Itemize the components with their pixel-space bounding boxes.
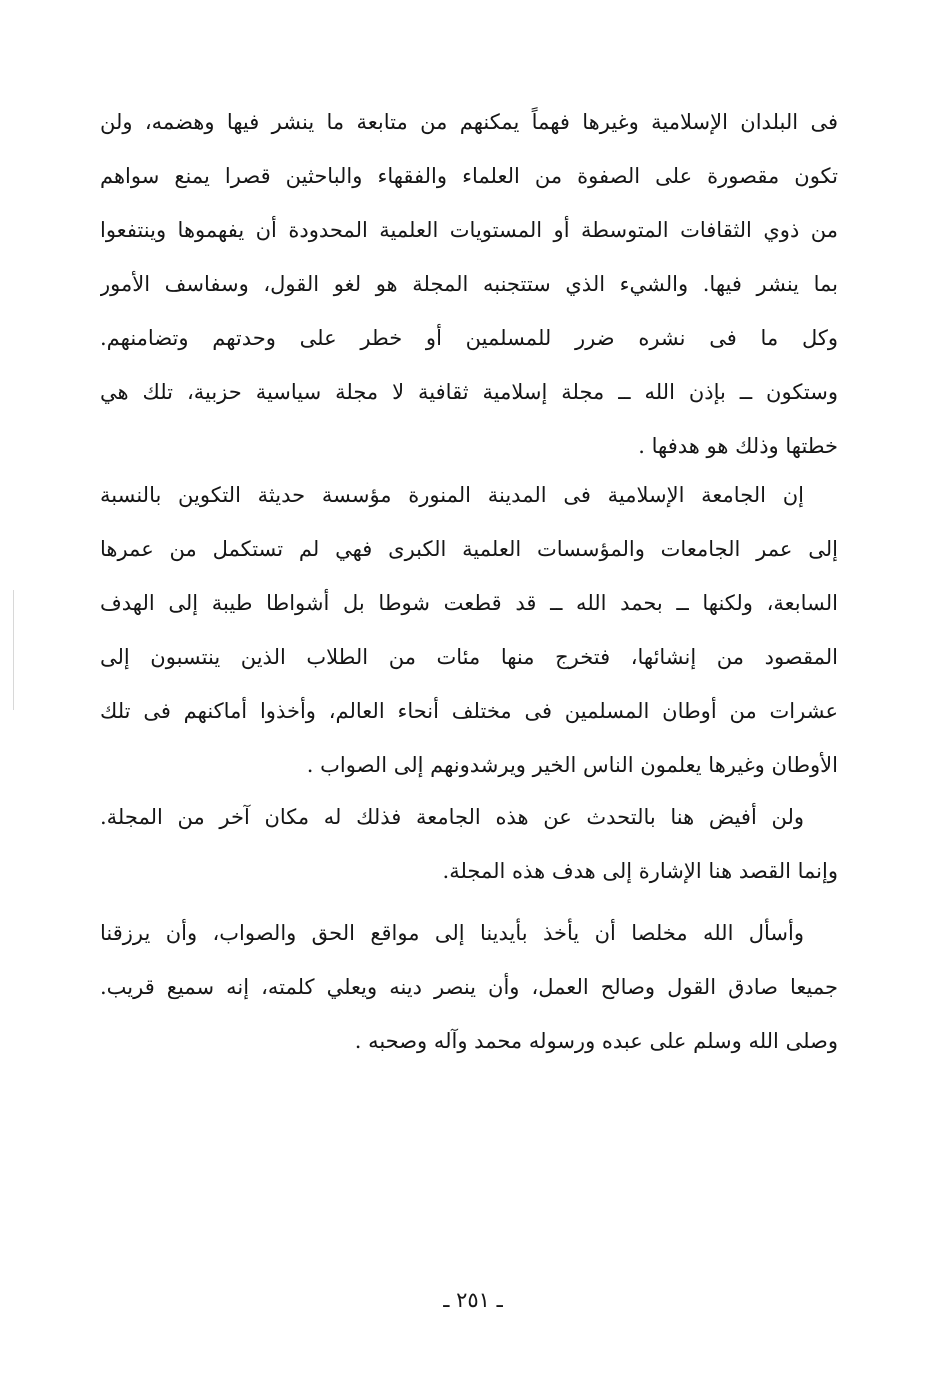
- paragraph-line: خطتها وذلك هو هدفها .: [638, 434, 838, 458]
- paragraph-line: من ذوي الثقافات المتوسطة أو المستويات العلمية المحدودة أن يفهموها وينتفعوا: [100, 218, 838, 242]
- paragraph-line: إلى عمر الجامعات والمؤسسات العلمية الكبرى فهي لم تستكمل من عمرها: [100, 537, 838, 561]
- paragraph-line: فى البلدان الإسلامية وغيرها فهماً يمكنهم من متابعة ما ينشر فيها وهضمه، ولن: [100, 110, 838, 134]
- paragraph-line: وأسأل الله مخلصا أن يأخذ بأيدينا إلى مواقع الحق والصواب، وأن يرزقنا: [100, 921, 804, 945]
- paragraph-line: وصلى الله وسلم على عبده ورسوله محمد وآله وصحبه .: [354, 1029, 838, 1053]
- paragraph-2: [100, 468, 838, 792]
- page-number: ـ ٢٥١ ـ: [443, 1288, 503, 1312]
- paragraph-line: المقصود من إنشائها، فتخرج منها مئات من الطلاب الذين ينتسبون إلى: [100, 645, 838, 669]
- paragraph-line: جميعا صادق القول وصالح العمل، وأن ينصر دينه ويعلي كلمته، إنه سميع قريب.: [100, 975, 838, 999]
- paragraph-line: ولن أفيض هنا بالتحدث عن هذه الجامعة فذلك له مكان آخر من المجلة.: [100, 805, 804, 829]
- paragraph-line: وستكون ــ بإذن الله ــ مجلة إسلامية ثقافية لا مجلة سياسية حزبية، تلك هي: [100, 380, 838, 404]
- scan-edge-mark: [13, 590, 14, 710]
- paragraph-line: بما ينشر فيها. والشيء الذي ستتجنبه المجلة هو لغو القول، وسفاسف الأمور: [100, 272, 838, 296]
- paragraph-1: [100, 95, 838, 473]
- paragraph-line: السابعة، ولكنها ــ بحمد الله ــ قد قطعت شوطا بل أشواطا طيبة إلى الهدف: [100, 591, 838, 615]
- paragraph-3: [100, 790, 838, 898]
- paragraph-line: إن الجامعة الإسلامية فى المدينة المنورة مؤسسة حديثة التكوين بالنسبة: [100, 483, 804, 507]
- paragraph-line: وكل ما فى نشره ضرر للمسلمين أو خطر على وحدتهم وتضامنهم.: [100, 326, 838, 350]
- paragraph-line: تكون مقصورة على الصفوة من العلماء والفقهاء والباحثين قصرا يمنع سواهم: [100, 164, 838, 188]
- paragraph-4: [100, 906, 838, 1068]
- paragraph-line: عشرات من أوطان المسلمين فى مختلف أنحاء العالم، وأخذوا أماكنهم فى تلك: [100, 699, 838, 723]
- paragraph-line: الأوطان وغيرها يعلمون الناس الخير ويرشدونهم إلى الصواب .: [306, 753, 838, 777]
- paragraph-line: وإنما القصد هنا الإشارة إلى هدف هذه المجلة.: [442, 859, 838, 883]
